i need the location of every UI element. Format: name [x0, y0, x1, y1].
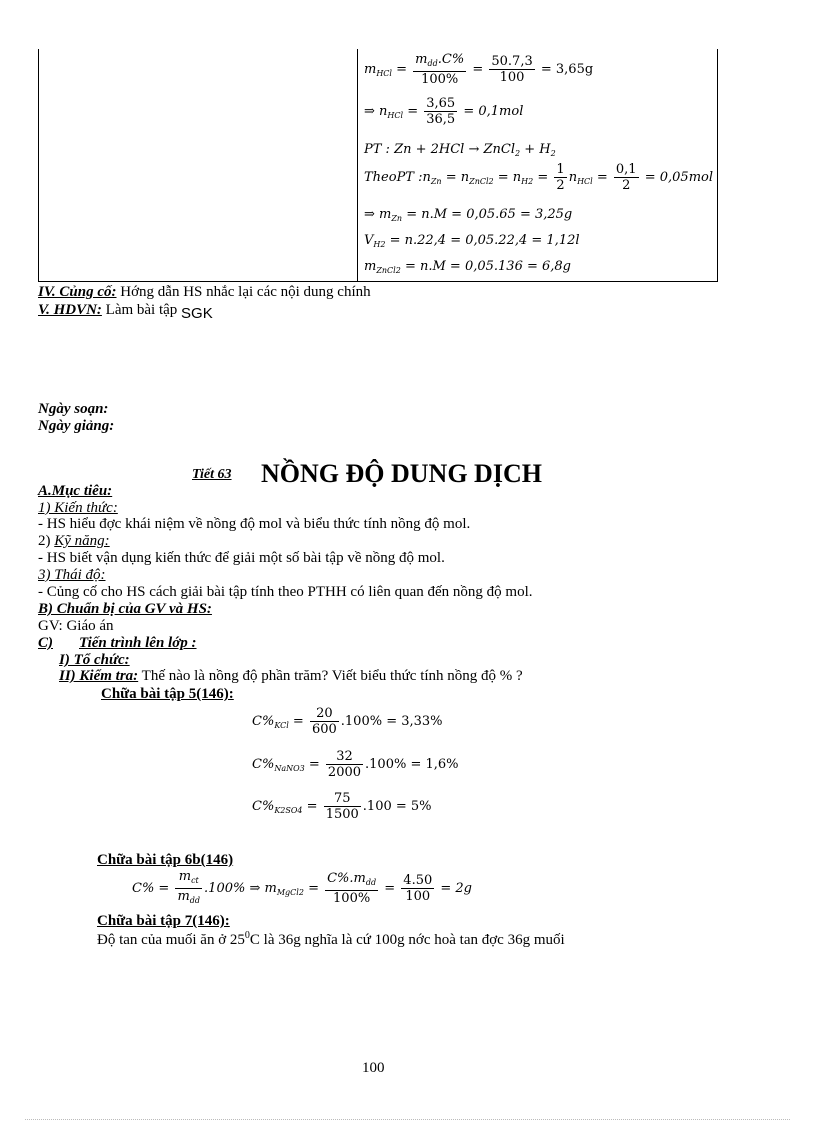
equation-n-hcl: ⇒ $n_{HCl}$ = $\frac{3,65}{36,5}$ = 0,1mol — [364, 96, 524, 127]
lesson-label: Tiết 63 — [192, 467, 232, 482]
equation-m-hcl: $m_{HCl}$ = $\frac{m_{dd}.C\%}{100\%}$ = $\frac{50.7,3}{100}$ = 3,65g — [364, 52, 594, 87]
ky-nang-text: - HS biết vận dụng kiến thức để giải một số bài tập về nồng độ mol. — [38, 550, 445, 566]
ngay-giang: Ngày giảng: — [38, 418, 115, 434]
heading-bai-6b: Chữa bài tập 6b(146) — [97, 852, 234, 868]
equation-m-zncl2: $m_{ZnCl2} = n.M = 0,05.136 = 6,8g$ — [364, 259, 571, 275]
equation-reaction: PT : Zn + 2HCl → ZnCl$_2$ + $H_2$ — [364, 142, 556, 158]
equation-c-nano3: $C\%_{NaNO3}$ = $\frac{32}{2000}$ .100% = 1,6% — [252, 749, 459, 780]
kiem-tra: II) Kiểm tra: Thế nào là nồng độ phần trăm? Viết biểu thức tính nồng độ % ? — [59, 668, 523, 684]
heading-bai-7: Chữa bài tập 7(146): — [97, 913, 230, 929]
heading-tien-trinh: C) Tiến trình lên lớp : — [38, 635, 197, 651]
equation-v-h2: $V_{H2} = n.22,4 = 0,05.22,4 = 1,12l$ — [364, 233, 580, 249]
table-border-right — [717, 49, 718, 281]
page-title: NỒNG ĐỘ DUNG DỊCH — [261, 459, 542, 488]
section-v: V. HDVN: Làm bài tập SGK — [38, 302, 213, 322]
equation-c-kcl: $C\%_{KCl}$ = $\frac{20}{600}$ .100% = 3,33% — [252, 706, 443, 737]
ngay-soan: Ngày soạn: — [38, 401, 109, 417]
heading-bai-5: Chữa bài tập 5(146): — [101, 686, 234, 702]
heading-to-chuc: I) Tổ chức: — [59, 652, 130, 668]
heading-kien-thuc: 1) Kiến thức: — [38, 500, 118, 516]
heading-thai-do: 3) Thái độ: — [38, 567, 106, 583]
bai-7-text: Độ tan của muối ăn ở $25^0C$ là 36g nghĩa là cứ 100g nớc hoà tan đợc 36g muối — [97, 930, 565, 948]
equation-bai-6b: C% = $\frac{m_{ct}}{m_{dd}}$ .100% ⇒ $m_{MgCl2}$ = $\frac{C\%.m_{dd}}{100\%}$ = $\frac{4.50}{100}$ = 2g — [132, 869, 473, 906]
equation-theo-pt: TheoPT $:n_{Zn} = n_{ZnCl2} = n_{H2}$ = $\frac{1}{2}$ $n_{HCl}$ = $\frac{0,1}{2}$ = 0,05mol — [364, 162, 714, 193]
equation-c-k2so4: $C\%_{K2SO4}$ = $\frac{75}{1500}$ .100 = 5% — [252, 791, 432, 822]
heading-muc-tieu: A.Mục tiêu: — [38, 483, 113, 499]
table-border-bottom — [38, 281, 718, 282]
heading-chuan-bi: B) Chuẩn bị của GV và HS: — [38, 601, 212, 617]
equation-m-zn: ⇒ $m_{Zn} = n.M = 0,05.65 = 3,25g$ — [364, 207, 573, 223]
table-border-middle — [357, 49, 358, 281]
section-iv: IV. Củng cố: Hớng dẫn HS nhắc lại các nội dung chính — [38, 284, 371, 300]
gv-text: GV: Giáo án — [38, 618, 114, 634]
page-number: 100 — [362, 1060, 385, 1076]
table-border-left — [38, 49, 39, 281]
kien-thuc-text: - HS hiểu đợc khái niệm về nồng độ mol và biểu thức tính nồng độ mol. — [38, 516, 471, 532]
heading-ky-nang: 2) Kỹ năng: — [38, 533, 110, 549]
footer-divider — [25, 1119, 790, 1120]
thai-do-text: - Củng cố cho HS cách giải bài tập tính theo PTHH có liên quan đến nồng độ mol. — [38, 584, 533, 600]
